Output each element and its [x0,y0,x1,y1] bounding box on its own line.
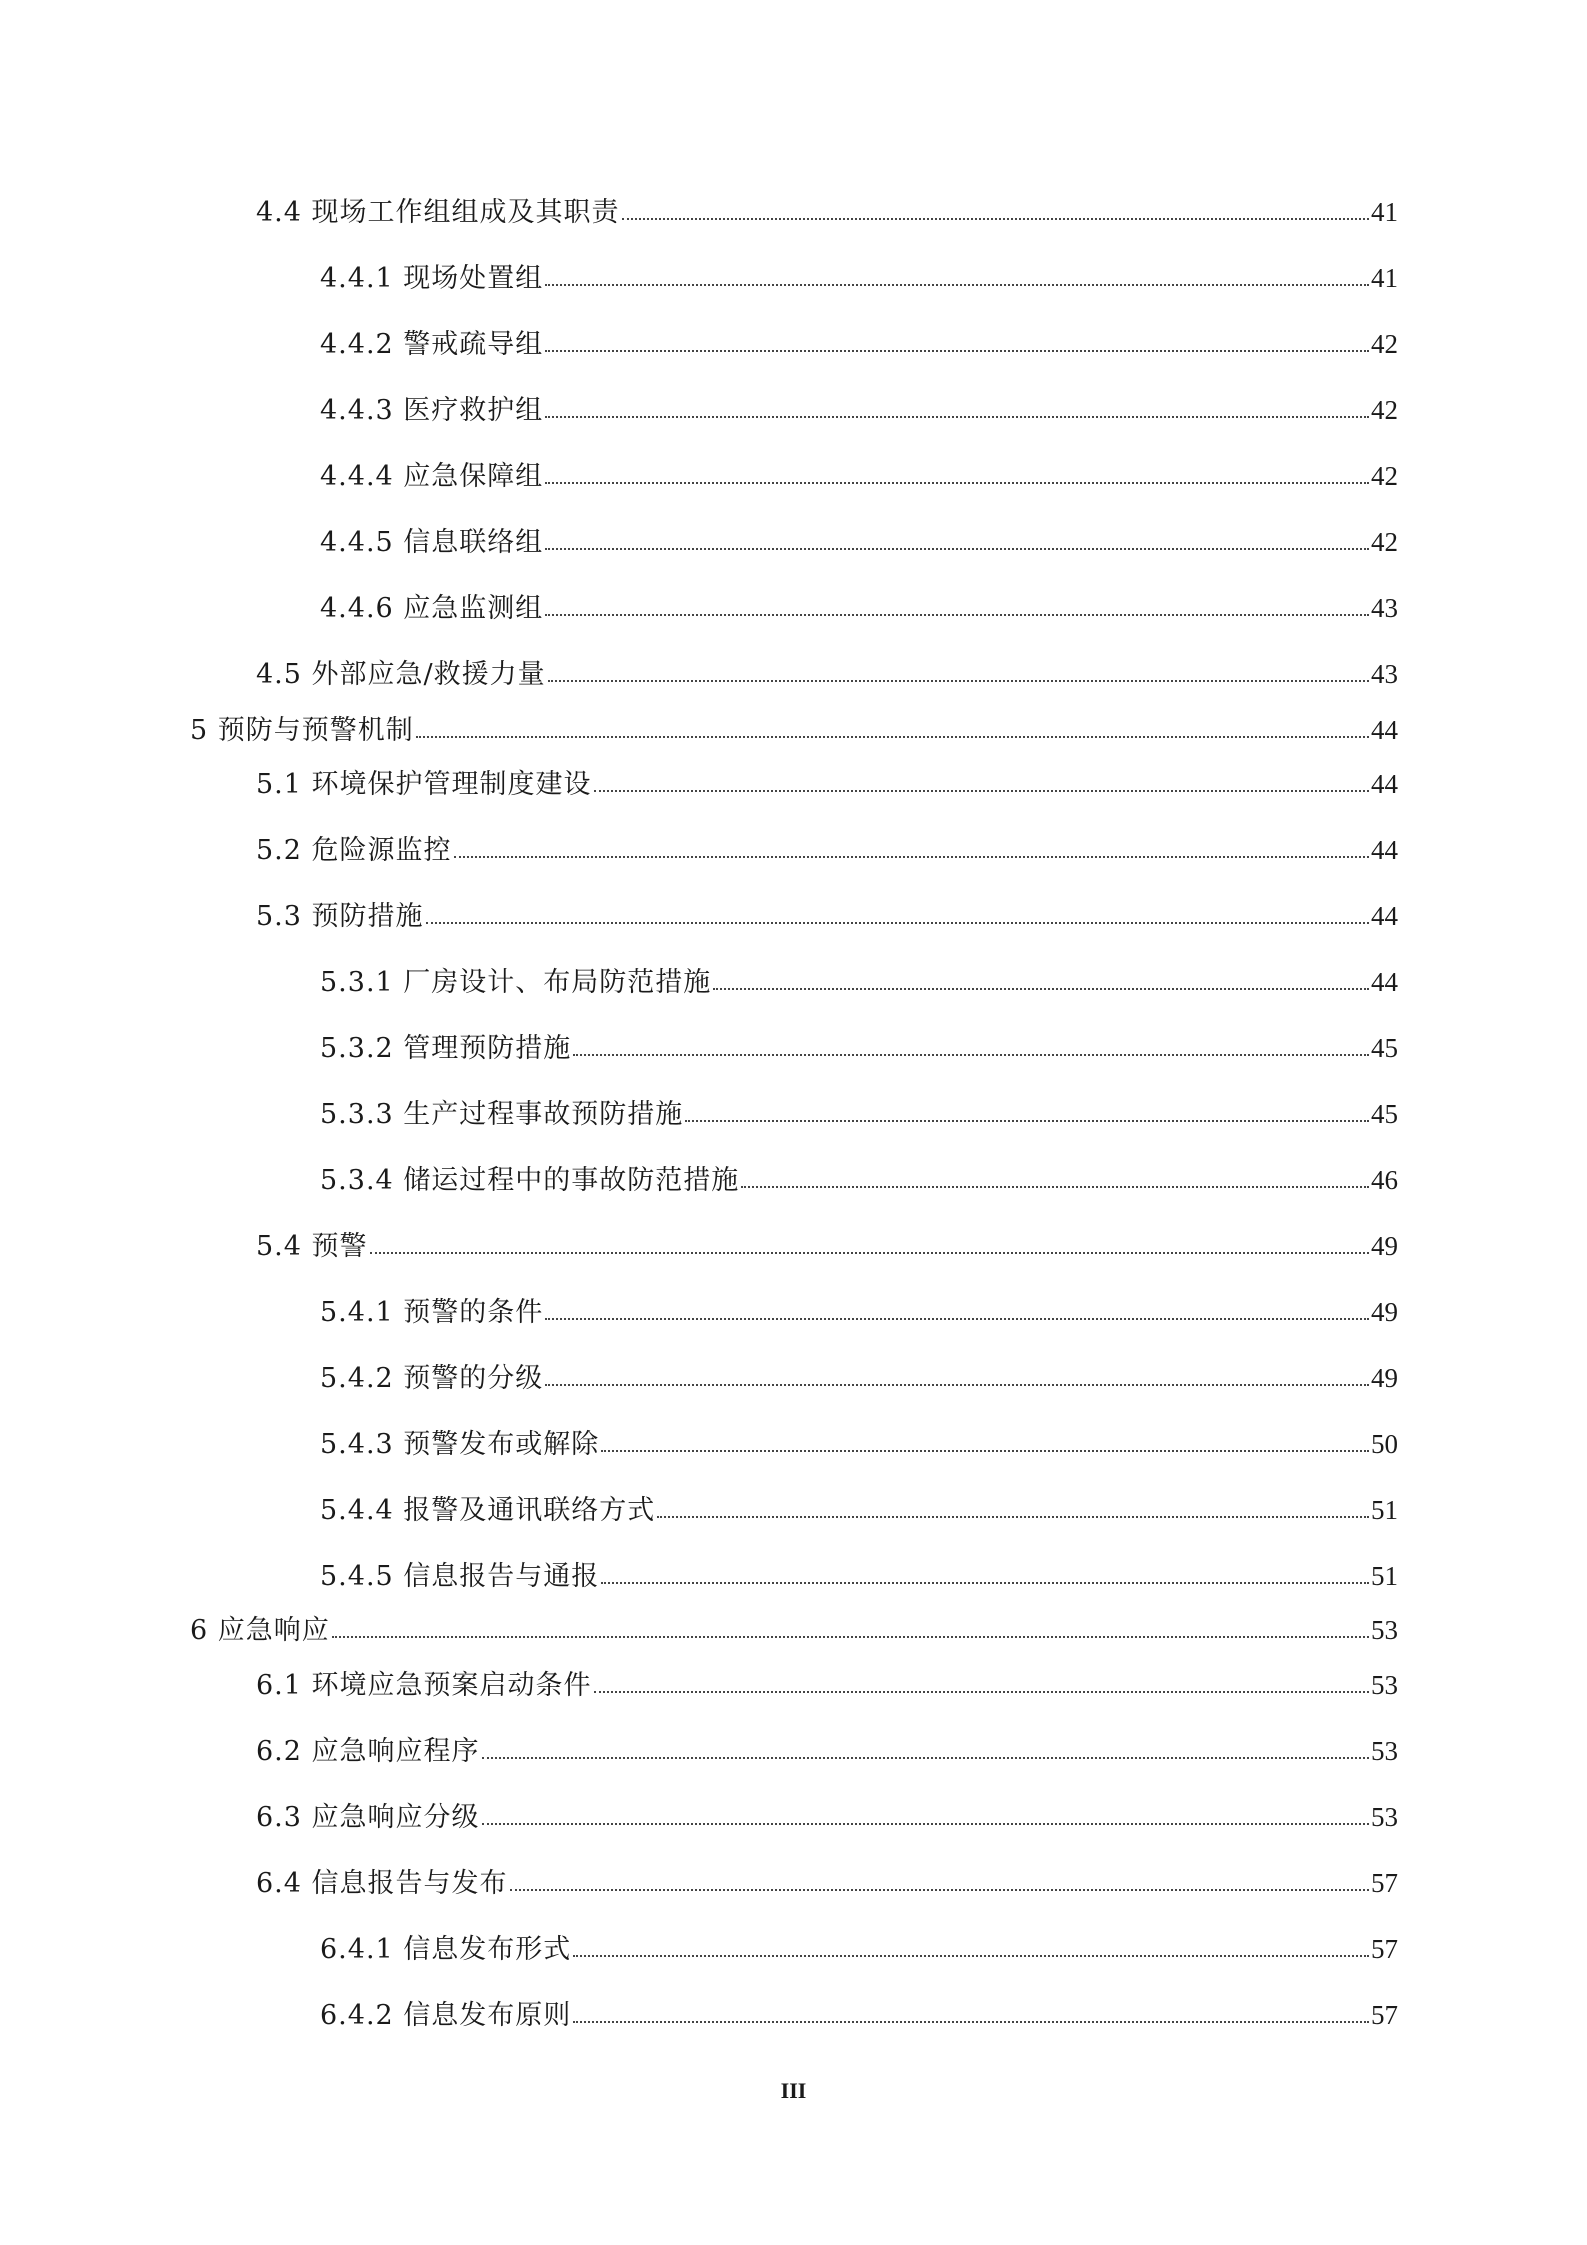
toc-entry-page: 49 [1371,1363,1398,1393]
toc-entry[interactable] [320,1546,1398,1590]
toc-leader-dots [548,680,1369,682]
toc-entry[interactable] [256,1853,1398,1897]
toc-entry-label: 5.4 预警 [256,1231,368,1262]
toc-leader-dots [545,350,1369,352]
toc-entry-label: 6.4.2 信息发布原则 [320,2000,572,2031]
toc-entry-label: 5.3.1 厂房设计、布局防范措施 [320,967,712,998]
toc-entry-label: 5.4.3 预警发布或解除 [320,1429,600,1460]
toc-entry-label: 4.4.1 现场处置组 [320,263,544,294]
toc-entry[interactable] [256,754,1398,798]
toc-leader-dots [573,1054,1369,1056]
toc-leader-dots [741,1186,1369,1188]
toc-leader-dots [454,856,1369,858]
toc-leader-dots [545,482,1369,484]
toc-entry[interactable] [320,1282,1398,1326]
toc-entry[interactable] [256,1216,1398,1260]
toc-entry-label: 5.3.2 管理预防措施 [320,1033,572,1064]
toc-entry[interactable] [190,700,1398,744]
toc-entry-label: 4.4 现场工作组组成及其职责 [256,197,620,228]
toc-leader-dots [545,416,1369,418]
toc-leader-dots [545,1384,1369,1386]
page-number: III [780,2078,807,2103]
toc-entry-page: 49 [1371,1231,1398,1261]
toc-entry[interactable] [320,1018,1398,1062]
toc-entry-page: 41 [1371,263,1398,293]
toc-entry[interactable] [320,1414,1398,1458]
toc-leader-dots [573,1955,1369,1957]
toc-leader-dots [713,988,1369,990]
toc-leader-dots [622,218,1369,220]
toc-entry-label: 5.3.4 储运过程中的事故防范措施 [320,1165,740,1196]
toc-entry-page: 44 [1371,901,1398,931]
toc-entry-page: 49 [1371,1297,1398,1327]
toc-entry-label: 6 应急响应 [190,1615,330,1646]
toc-entry-page: 51 [1371,1495,1398,1525]
toc-entry-label: 4.4.5 信息联络组 [320,527,544,558]
toc-entry[interactable] [256,820,1398,864]
toc-entry-page: 42 [1371,461,1398,491]
toc-entry[interactable] [256,182,1398,226]
toc-leader-dots [601,1450,1369,1452]
toc-entry-page: 42 [1371,329,1398,359]
toc-entry-label: 5.4.2 预警的分级 [320,1363,544,1394]
toc-entry-label: 6.4 信息报告与发布 [256,1868,508,1899]
toc-leader-dots [510,1889,1369,1891]
toc-entry-label: 6.2 应急响应程序 [256,1736,480,1767]
toc-leader-dots [545,1318,1369,1320]
toc-entry-label: 6.4.1 信息发布形式 [320,1934,572,1965]
toc-entry-page: 42 [1371,527,1398,557]
toc-entry-label: 5.4.1 预警的条件 [320,1297,544,1328]
toc-entry[interactable] [320,512,1398,556]
toc-entry[interactable] [256,1721,1398,1765]
toc-entry[interactable] [320,446,1398,490]
toc-entry[interactable] [320,248,1398,292]
toc-entry-page: 53 [1371,1802,1398,1832]
toc-entry[interactable] [256,1787,1398,1831]
toc-entry-label: 5.3 预防措施 [256,901,424,932]
toc-entry-page: 44 [1371,835,1398,865]
toc-entry[interactable] [256,886,1398,930]
toc-leader-dots [594,790,1369,792]
toc-entry-label: 4.4.6 应急监测组 [320,593,544,624]
toc-entry-page: 45 [1371,1033,1398,1063]
toc-entry-page: 51 [1371,1561,1398,1591]
toc-entry[interactable] [320,952,1398,996]
toc-entry-page: 45 [1371,1099,1398,1129]
toc-entry-page: 53 [1371,1670,1398,1700]
toc-entry-page: 44 [1371,769,1398,799]
toc-entry-page: 46 [1371,1165,1398,1195]
toc-entry[interactable] [320,578,1398,622]
toc-entry-label: 4.4.4 应急保障组 [320,461,544,492]
toc-leader-dots [685,1120,1369,1122]
toc-leader-dots [573,2021,1369,2023]
toc-entry[interactable] [320,1348,1398,1392]
toc-entry-label: 5.4.5 信息报告与通报 [320,1561,600,1592]
toc-entry-label: 6.1 环境应急预案启动条件 [256,1670,592,1701]
toc-leader-dots [426,922,1369,924]
toc-leader-dots [482,1823,1369,1825]
toc-leader-dots [657,1516,1369,1518]
toc-entry-page: 53 [1371,1615,1398,1645]
toc-entry-page: 42 [1371,395,1398,425]
toc-entry[interactable] [320,1480,1398,1524]
toc-leader-dots [332,1636,1369,1638]
toc-entry-page: 43 [1371,659,1398,689]
toc-entry[interactable] [190,1600,1398,1644]
toc-leader-dots [370,1252,1369,1254]
toc-entry-page: 41 [1371,197,1398,227]
toc-entry[interactable] [320,1985,1398,2029]
toc-entry-label: 5 预防与预警机制 [190,715,414,746]
toc-entry[interactable] [320,380,1398,424]
toc-entry[interactable] [320,314,1398,358]
toc-entry-label: 6.3 应急响应分级 [256,1802,480,1833]
toc-entry-label: 4.4.3 医疗救护组 [320,395,544,426]
toc-entry-page: 57 [1371,2000,1398,2030]
toc-leader-dots [545,284,1369,286]
toc-entry-page: 57 [1371,1868,1398,1898]
toc-entry[interactable] [256,1655,1398,1699]
toc-entry-page: 53 [1371,1736,1398,1766]
toc-leader-dots [545,614,1369,616]
toc-entry[interactable] [320,1150,1398,1194]
toc-leader-dots [545,548,1369,550]
toc-entry-label: 5.1 环境保护管理制度建设 [256,769,592,800]
toc-entry-page: 57 [1371,1934,1398,1964]
toc-entry-page: 44 [1371,715,1398,745]
toc-entry-page: 43 [1371,593,1398,623]
toc-leader-dots [601,1582,1369,1584]
toc-entry-label: 5.3.3 生产过程事故预防措施 [320,1099,684,1130]
toc-entry-label: 5.2 危险源监控 [256,835,452,866]
toc-entry[interactable] [320,1084,1398,1128]
toc-entry-label: 4.4.2 警戒疏导组 [320,329,544,360]
toc-entry-page: 44 [1371,967,1398,997]
toc-leader-dots [594,1691,1369,1693]
toc-entry-page: 50 [1371,1429,1398,1459]
toc-entry[interactable] [256,644,1398,688]
toc-leader-dots [416,736,1369,738]
toc-entry-label: 4.5 外部应急/救援力量 [256,659,546,690]
toc-entry[interactable] [320,1919,1398,1963]
toc-entry-label: 5.4.4 报警及通讯联络方式 [320,1495,656,1526]
toc-leader-dots [482,1757,1369,1759]
